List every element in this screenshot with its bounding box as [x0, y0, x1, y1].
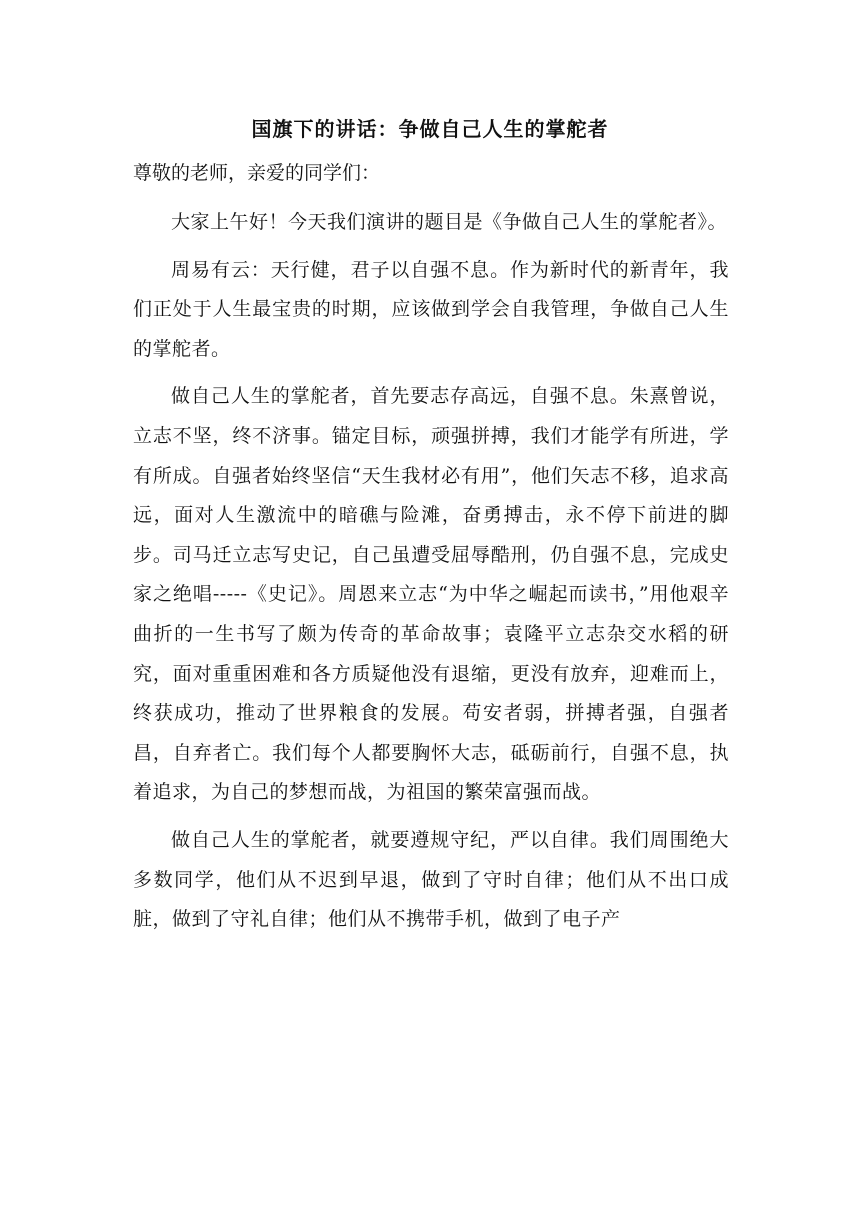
paragraph-ambition: 做自己人生的掌舵者，首先要志存高远，自强不息。朱熹曾说，立志不坚，终不济事。锚定目标，顽强拼搏，我们才能学有所进，学有所成。自强者始终坚信“天生我材必有用”，他们矢志不移，追求高远，面对人生激流中的暗礁与险滩，奋勇搏击，永不停下前进的脚步。司马迁立志写史记，自己虽遭受屈辱酷刑，仍自强不息，完成史家之绝唱-----《史记》。周恩来立志“为中华之崛起而读书，”用他艰辛曲折的一生书写了颇为传奇的革命故事；袁隆平立志杂交水稻的研究，面对重重困难和各方质疑他没有退缩，更没有放弃，迎难而上，终获成功，推动了世界粮食的发展。苟安者弱，拼搏者强，自强者昌，自弃者亡。我们每个人都要胸怀大志，砥砺前行，自强不息，执着追求，为自己的梦想而战，为祖国的繁荣富强而战。 — [133, 385, 729, 804]
document-body — [133, 203, 729, 948]
paragraph-greeting: 大家上午好！今天我们演讲的题目是《争做自己人生的掌舵者》。 — [171, 211, 728, 233]
salutation: 尊敬的老师，亲爱的同学们： — [133, 162, 381, 184]
paragraph-discipline: 做自己人生的掌舵者，就要遵规守纪，严以自律。我们周围绝大多数同学，他们从不迟到早退，做到了守时自律；他们从不出口成脏，做到了守礼自律；他们从不携带手机，做到了电子产 — [133, 828, 729, 931]
paragraph-intro: 周易有云：天行健，君子以自强不息。作为新时代的新青年，我们正处于人生最宝贵的时期，应该做到学会自我管理，争做自己人生的掌舵者。 — [133, 258, 729, 360]
document-title: 国旗下的讲话：争做自己人生的掌舵者 — [251, 117, 609, 141]
